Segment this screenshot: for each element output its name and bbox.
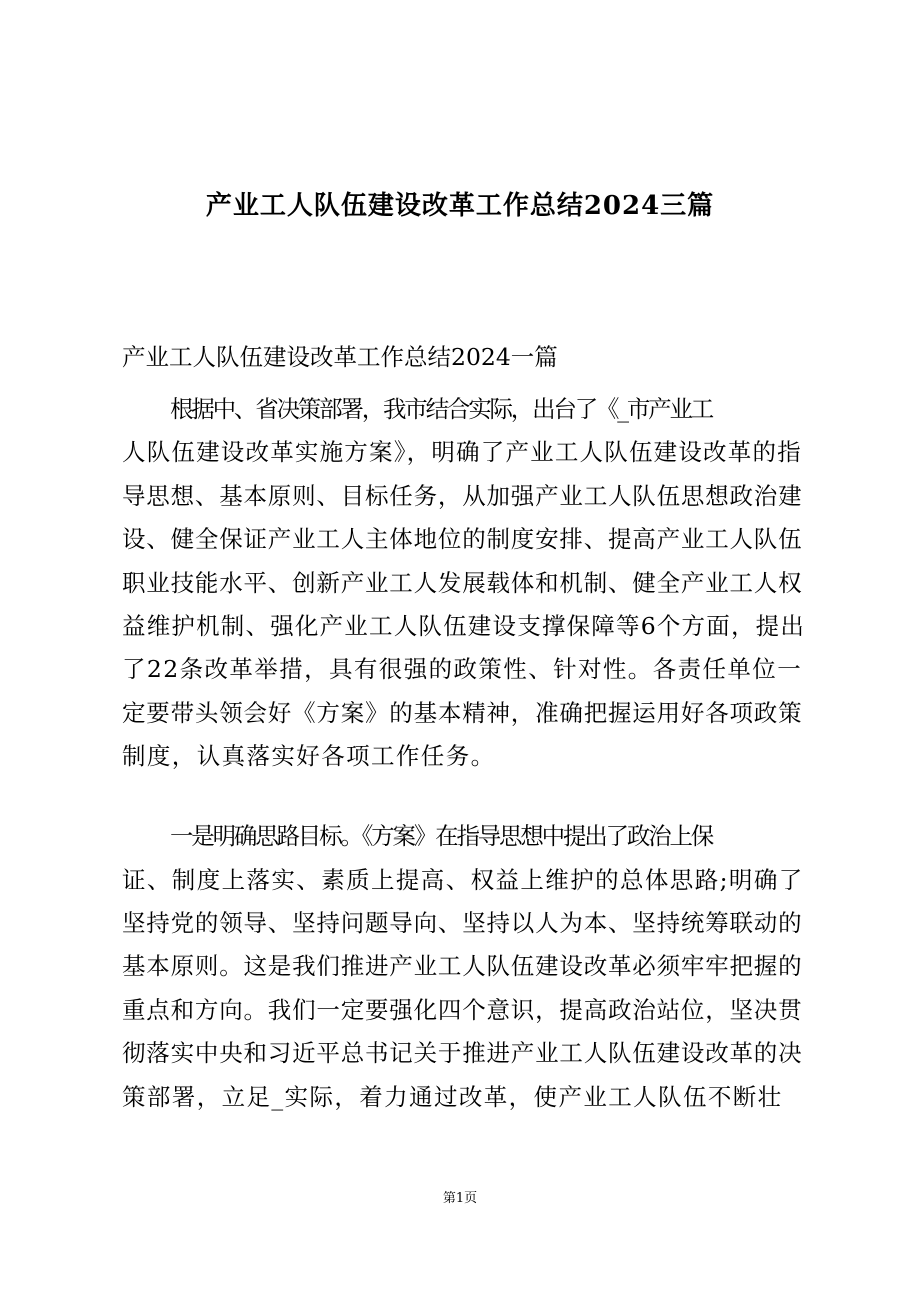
paragraph-2-line: 彻落实中央和习近平总书记关于推进产业工人队伍建设改革的决 (122, 1039, 803, 1067)
paragraph-1-line: 定要带头领会好《方案》的基本精神，准确把握运用好各项政策 (122, 699, 803, 727)
paragraph-2-line: 证、制度上落实、素质上提高、权益上维护的总体思路;明确了 (122, 866, 804, 894)
paragraph-1-line: 导思想、基本原则、目标任务，从加强产业工人队伍思想政治建 (122, 482, 803, 510)
paragraph-1-line: 益维护机制、强化产业工人队伍建设支撑保障等6个方面，提出 (122, 612, 806, 640)
paragraph-2-line: 坚持党的领导、坚持问题导向、坚持以人为本、坚持统筹联动的 (122, 909, 803, 937)
paragraph-1-line: 根据中、省决策部署，我市结合实际，出台了《_市产业工 (170, 395, 713, 423)
paragraph-1-line: 制度，认真落实好各项工作任务。 (122, 742, 496, 770)
page-number: 第1页 (442, 1191, 478, 1206)
paragraph-2-line: 重点和方向。我们一定要强化四个意识，提高政治站位，坚决贯 (122, 996, 803, 1024)
paragraph-2-line: 一是明确思路目标。《方案》在指导思想中提出了政治上保 (170, 822, 713, 850)
paragraph-1-line: 人队伍建设改革实施方案》，明确了产业工人队伍建设改革的指 (122, 438, 802, 466)
document-title: 产业工人队伍建设改革工作总结2024三篇 (205, 191, 715, 221)
paragraph-1-line: 职业技能水平、创新产业工人发展载体和机制、健全产业工人权 (122, 569, 803, 597)
paragraph-1-line: 设、健全保证产业工人主体地位的制度安排、提高产业工人队伍 (122, 525, 803, 553)
paragraph-2-line: 策部署，立足_实际，着力通过改革，使产业工人队伍不断壮 (122, 1083, 783, 1111)
section-heading: 产业工人队伍建设改革工作总结2024一篇 (122, 343, 558, 371)
paragraph-2-line: 基本原则。这是我们推进产业工人队伍建设改革必须牢牢把握的 (122, 952, 803, 980)
paragraph-1-line: 了22条改革举措，具有很强的政策性、针对性。各责任单位一 (122, 655, 803, 683)
